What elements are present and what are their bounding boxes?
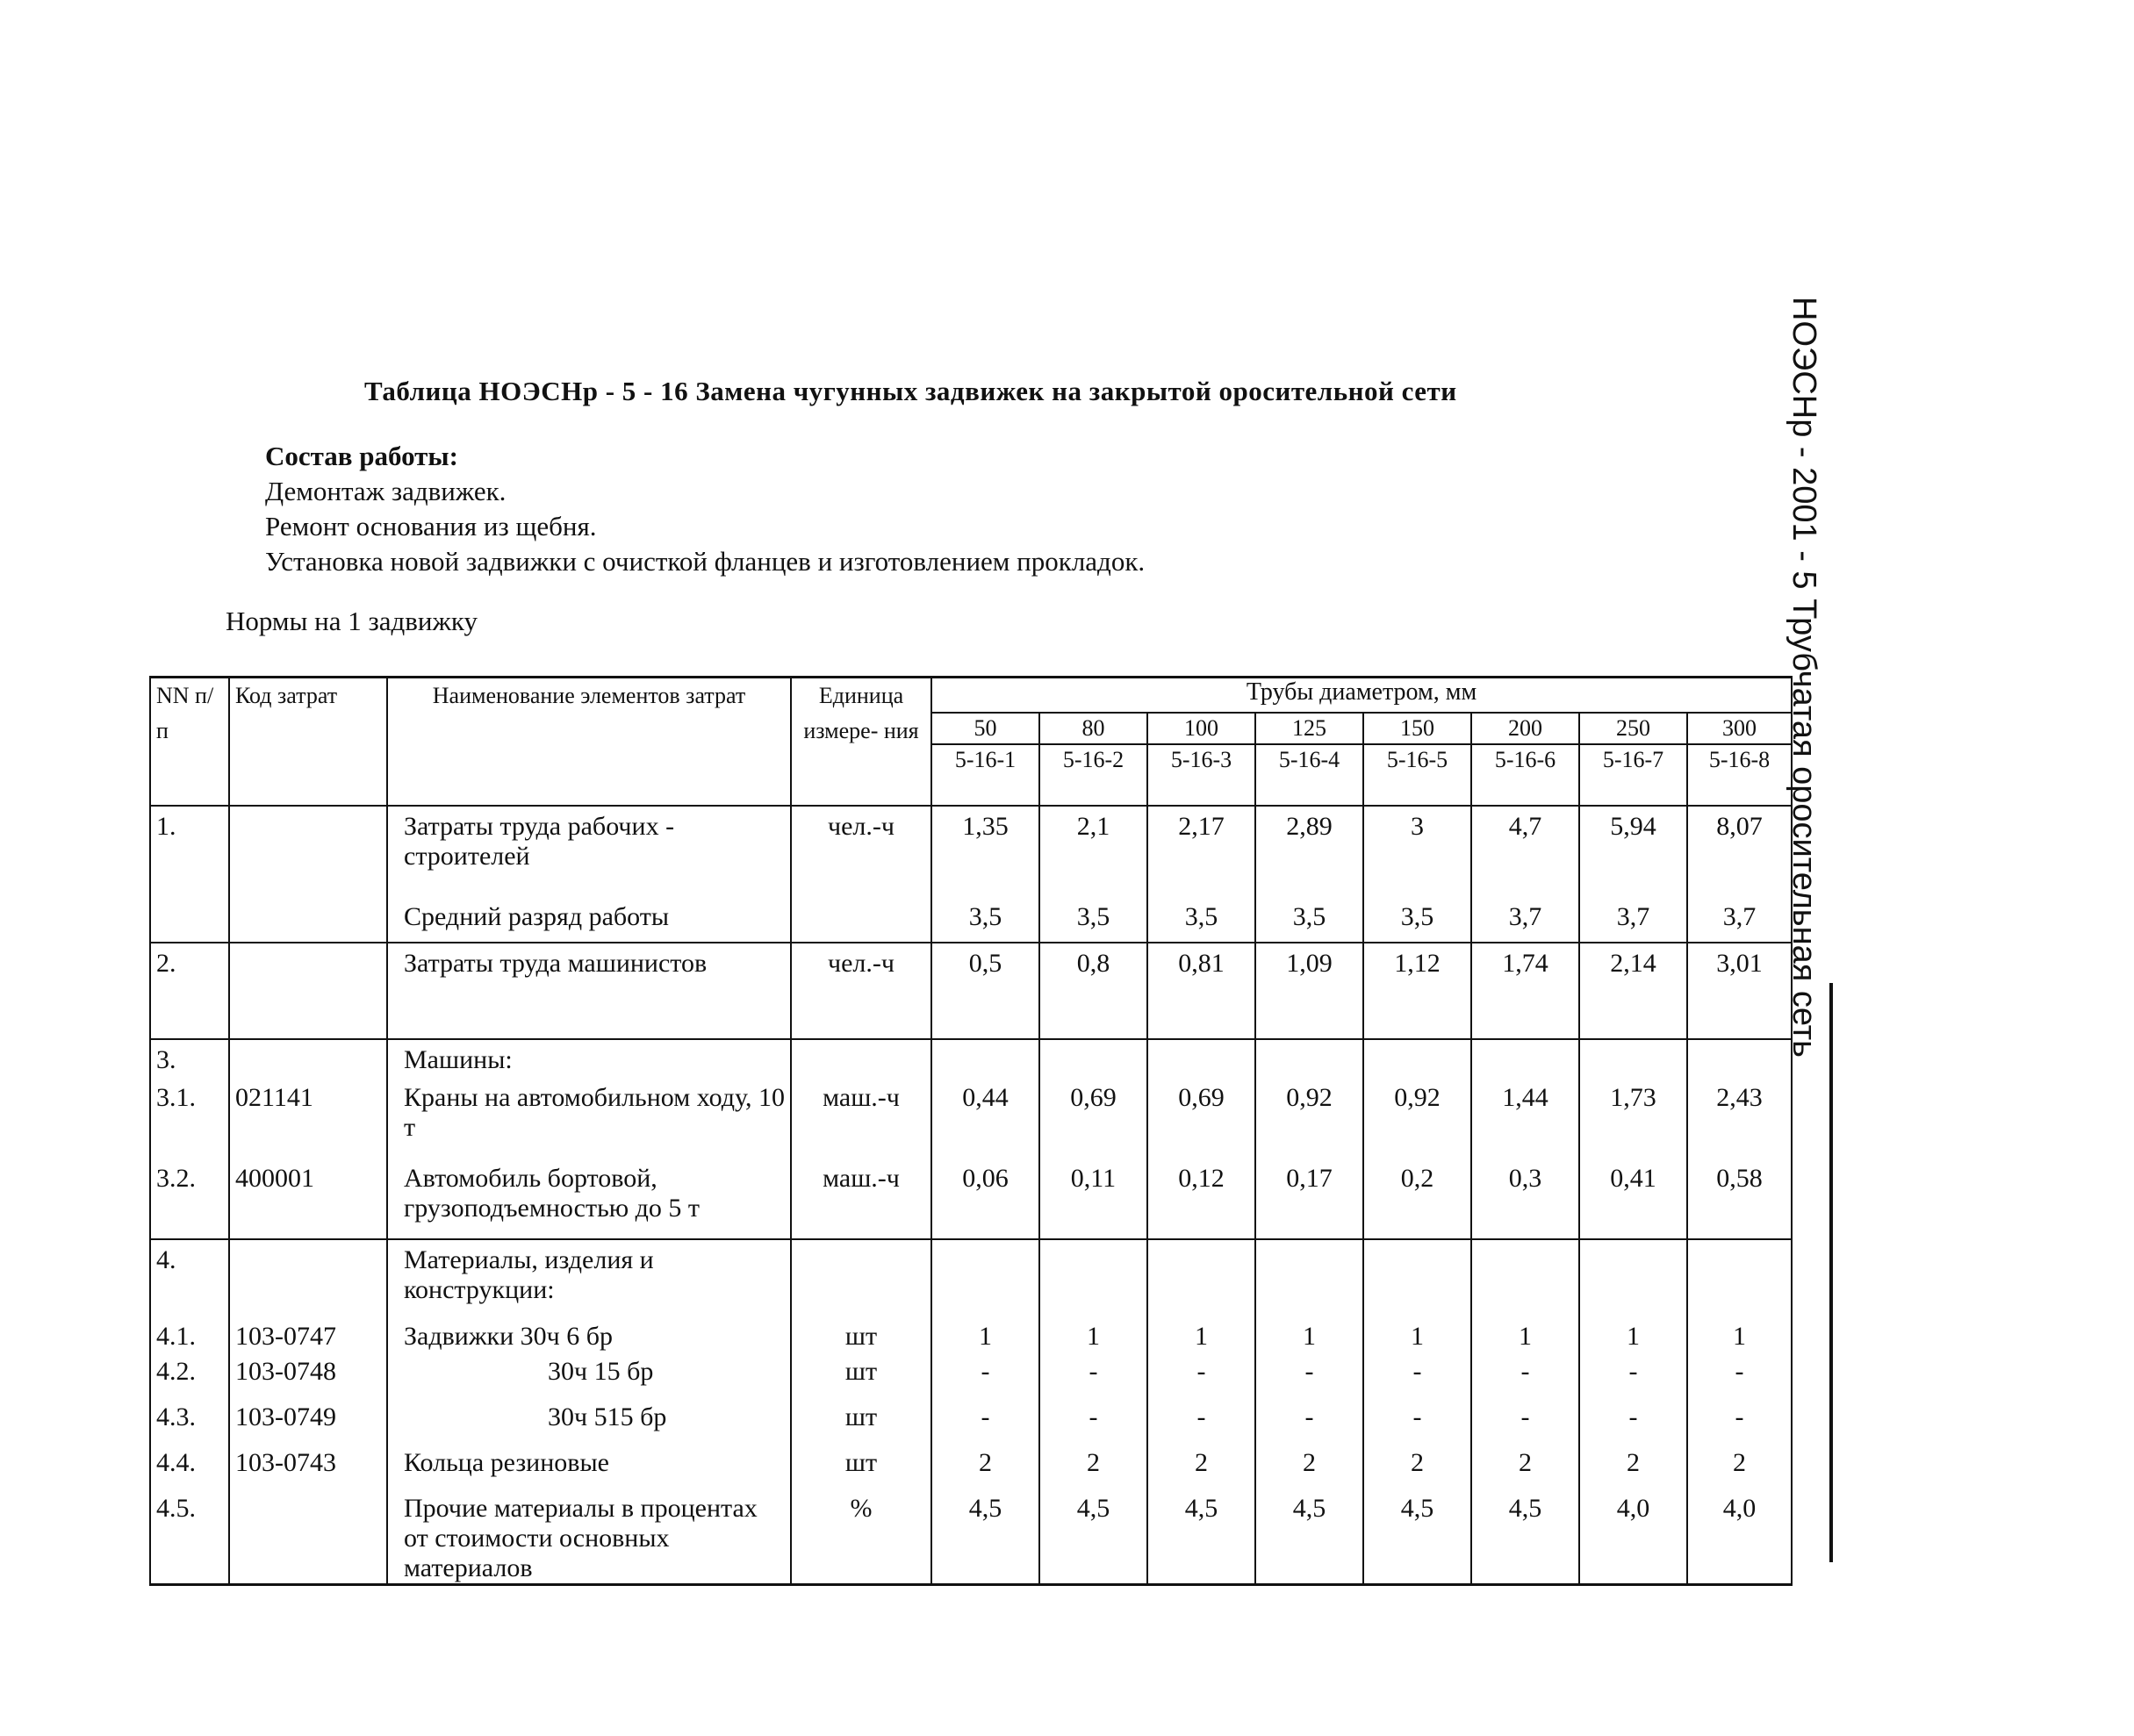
norm-value: 3,5 <box>1039 897 1147 943</box>
row-number: 3.1. <box>150 1078 229 1159</box>
norm-value: - <box>1147 1352 1255 1397</box>
row-number: 1. <box>150 806 229 897</box>
norm-value: 4,5 <box>1471 1489 1579 1585</box>
norm-value: 0,44 <box>931 1078 1039 1159</box>
row-number <box>150 897 229 943</box>
norm-value: 4,7 <box>1471 806 1579 897</box>
norm-value: - <box>1471 1352 1579 1397</box>
header-diameter-value: 50 <box>931 713 1039 744</box>
norm-value: 0,58 <box>1687 1159 1792 1239</box>
row-number: 3. <box>150 1039 229 1078</box>
cost-name: 30ч 15 бр <box>387 1352 791 1397</box>
norm-value: 1 <box>1147 1316 1255 1352</box>
norm-value: 4,5 <box>1039 1489 1147 1585</box>
norm-value: 4,5 <box>1147 1489 1255 1585</box>
norm-value: 2,14 <box>1579 943 1687 1039</box>
cost-code <box>229 897 387 943</box>
table-row <box>150 1039 1792 1078</box>
cost-code <box>229 943 387 1039</box>
norm-value: 0,41 <box>1579 1159 1687 1239</box>
table-row <box>150 1159 1792 1239</box>
norm-value: 3,7 <box>1579 897 1687 943</box>
norm-value <box>1147 1239 1255 1316</box>
table-row <box>150 1078 1792 1159</box>
norm-value: - <box>1255 1352 1363 1397</box>
composition-item: Ремонт основания из щебня. <box>265 511 597 542</box>
header-code: Код затрат <box>229 678 387 806</box>
row-number: 4.4. <box>150 1443 229 1489</box>
norm-value: - <box>1471 1397 1579 1443</box>
norm-value: 0,92 <box>1255 1078 1363 1159</box>
header-norm-code: 5-16-4 <box>1255 744 1363 806</box>
header-diameter-value: 100 <box>1147 713 1255 744</box>
norm-value: - <box>1687 1352 1792 1397</box>
norm-value <box>1363 1039 1471 1078</box>
row-number: 4.2. <box>150 1352 229 1397</box>
norm-value <box>1687 1239 1792 1316</box>
norm-value: - <box>1687 1397 1792 1443</box>
norm-value <box>1039 1239 1147 1316</box>
header-norm-code: 5-16-3 <box>1147 744 1255 806</box>
norm-value: 2 <box>1147 1443 1255 1489</box>
side-label: НОЭСНр - 2001 - 5 Трубчатая оросительная сеть <box>1786 297 1822 1058</box>
row-number: 4.1. <box>150 1316 229 1352</box>
header-diameter-value: 300 <box>1687 713 1792 744</box>
norm-value: 3,01 <box>1687 943 1792 1039</box>
norm-value <box>1579 1239 1687 1316</box>
norm-value: 1 <box>1255 1316 1363 1352</box>
unit-of-measure: шт <box>791 1316 931 1352</box>
norm-value: 1,74 <box>1471 943 1579 1039</box>
norm-value: 0,92 <box>1363 1078 1471 1159</box>
norms-label: Нормы на 1 задвижку <box>226 606 478 636</box>
cost-name: Прочие материалы в процентах от стоимости основных материалов <box>387 1489 791 1585</box>
norm-value: 5,94 <box>1579 806 1687 897</box>
header-diameter-value: 80 <box>1039 713 1147 744</box>
cost-name: Кольца резиновые <box>387 1443 791 1489</box>
unit-of-measure: % <box>791 1489 931 1585</box>
norm-value: 0,11 <box>1039 1159 1147 1239</box>
norm-value: - <box>1255 1397 1363 1443</box>
table-row <box>150 943 1792 1039</box>
norm-value: 4,0 <box>1579 1489 1687 1585</box>
norm-value <box>1471 1239 1579 1316</box>
norm-value: 0,3 <box>1471 1159 1579 1239</box>
side-rule <box>1829 983 1833 1562</box>
norm-value: 1 <box>1579 1316 1687 1352</box>
unit-of-measure: шт <box>791 1443 931 1489</box>
row-number: 3.2. <box>150 1159 229 1239</box>
norm-value: 2,17 <box>1147 806 1255 897</box>
norm-value: 0,69 <box>1039 1078 1147 1159</box>
composition-item: Демонтаж задвижек. <box>265 476 507 506</box>
cost-code <box>229 1489 387 1585</box>
cost-name: Машины: <box>387 1039 791 1078</box>
norm-value: 2 <box>1687 1443 1792 1489</box>
norm-value: 4,5 <box>1255 1489 1363 1585</box>
norm-value <box>1363 1239 1471 1316</box>
composition-heading: Состав работы: <box>265 441 458 471</box>
norm-value: 3,5 <box>931 897 1039 943</box>
cost-name: 30ч 515 бр <box>387 1397 791 1443</box>
norm-value: - <box>931 1397 1039 1443</box>
norm-value: 0,06 <box>931 1159 1039 1239</box>
unit-of-measure: шт <box>791 1352 931 1397</box>
norm-value: 2,43 <box>1687 1078 1792 1159</box>
header-norm-code: 5-16-8 <box>1687 744 1792 806</box>
norm-value: 4,5 <box>931 1489 1039 1585</box>
composition-item: Установка новой задвижки с очисткой фланцев и изготовлением прокладок. <box>265 546 1146 577</box>
table-title: Таблица НОЭСНр - 5 - 16 Замена чугунных задвижек на закрытой оросительной сети <box>364 376 1457 406</box>
unit-of-measure: чел.-ч <box>791 943 931 1039</box>
row-number: 4. <box>150 1239 229 1316</box>
norm-value: 1,09 <box>1255 943 1363 1039</box>
norm-value <box>931 1239 1039 1316</box>
table-row <box>150 1489 1792 1585</box>
norm-value: - <box>1579 1352 1687 1397</box>
norm-value: 3,7 <box>1687 897 1792 943</box>
table-row <box>150 1316 1792 1352</box>
cost-code <box>229 806 387 897</box>
norm-value: 8,07 <box>1687 806 1792 897</box>
cost-code: 103-0747 <box>229 1316 387 1352</box>
norm-value <box>1579 1039 1687 1078</box>
norm-value <box>1147 1039 1255 1078</box>
header-norm-code: 5-16-2 <box>1039 744 1147 806</box>
norm-value: - <box>1363 1397 1471 1443</box>
norm-value: 1 <box>1471 1316 1579 1352</box>
norm-value: 0,5 <box>931 943 1039 1039</box>
norm-value: 0,17 <box>1255 1159 1363 1239</box>
norm-value: 0,12 <box>1147 1159 1255 1239</box>
norm-value: 3,5 <box>1147 897 1255 943</box>
unit-of-measure: маш.-ч <box>791 1159 931 1239</box>
header-diameter-value: 125 <box>1255 713 1363 744</box>
norm-value: 1 <box>1039 1316 1147 1352</box>
table-row <box>150 806 1792 897</box>
cost-code: 103-0743 <box>229 1443 387 1489</box>
header-norm-code: 5-16-5 <box>1363 744 1471 806</box>
unit-of-measure: маш.-ч <box>791 1078 931 1159</box>
norm-value: 1,35 <box>931 806 1039 897</box>
cost-code: 021141 <box>229 1078 387 1159</box>
table-row <box>150 1443 1792 1489</box>
norm-value: 3 <box>1363 806 1471 897</box>
header-norm-code: 5-16-1 <box>931 744 1039 806</box>
norm-value: - <box>1039 1397 1147 1443</box>
norm-value <box>1255 1039 1363 1078</box>
row-number: 2. <box>150 943 229 1039</box>
norm-value: 3,5 <box>1255 897 1363 943</box>
norm-value: - <box>1363 1352 1471 1397</box>
cost-code: 103-0748 <box>229 1352 387 1397</box>
norm-value: 2 <box>1255 1443 1363 1489</box>
header-diameter-value: 250 <box>1579 713 1687 744</box>
norm-value <box>1687 1039 1792 1078</box>
row-number: 4.5. <box>150 1489 229 1585</box>
norm-value: 2 <box>931 1443 1039 1489</box>
norm-value: 2 <box>1039 1443 1147 1489</box>
norm-value: 2 <box>1471 1443 1579 1489</box>
norm-value <box>1039 1039 1147 1078</box>
header-norm-code: 5-16-6 <box>1471 744 1579 806</box>
cost-name: Задвижки 30ч 6 бр <box>387 1316 791 1352</box>
table-row <box>150 1397 1792 1443</box>
unit-of-measure: шт <box>791 1397 931 1443</box>
unit-of-measure <box>791 897 931 943</box>
table-row <box>150 1352 1792 1397</box>
norm-value: 1,12 <box>1363 943 1471 1039</box>
unit-of-measure <box>791 1039 931 1078</box>
norm-value: - <box>1579 1397 1687 1443</box>
norm-value <box>1471 1039 1579 1078</box>
norm-value: 0,81 <box>1147 943 1255 1039</box>
norm-value: 0,8 <box>1039 943 1147 1039</box>
norm-value: 4,5 <box>1363 1489 1471 1585</box>
norm-value: 0,2 <box>1363 1159 1471 1239</box>
header-diameter-value: 150 <box>1363 713 1471 744</box>
norm-value: 2 <box>1579 1443 1687 1489</box>
cost-code: 400001 <box>229 1159 387 1239</box>
unit-of-measure <box>791 1239 931 1316</box>
cost-name: Затраты труда машинистов <box>387 943 791 1039</box>
header-unit: Единица измере- ния <box>791 678 931 806</box>
cost-name: Затраты труда рабочих - строителей <box>387 806 791 897</box>
header-nn: NN п/п <box>150 678 229 806</box>
cost-code <box>229 1039 387 1078</box>
norm-value: - <box>931 1352 1039 1397</box>
header-diameter-value: 200 <box>1471 713 1579 744</box>
norm-value: 1 <box>1687 1316 1792 1352</box>
norm-value: 2,89 <box>1255 806 1363 897</box>
row-number: 4.3. <box>150 1397 229 1443</box>
norm-value: 2,1 <box>1039 806 1147 897</box>
cost-code <box>229 1239 387 1316</box>
norm-value: 3,7 <box>1471 897 1579 943</box>
cost-name: Автомобиль бортовой, грузоподъемностью до 5 т <box>387 1159 791 1239</box>
norm-value: 1 <box>931 1316 1039 1352</box>
cost-name: Материалы, изделия и конструкции: <box>387 1239 791 1316</box>
norm-value: - <box>1039 1352 1147 1397</box>
unit-of-measure: чел.-ч <box>791 806 931 897</box>
norm-value <box>931 1039 1039 1078</box>
norm-value: 0,69 <box>1147 1078 1255 1159</box>
norm-value: 2 <box>1363 1443 1471 1489</box>
norms-table <box>149 676 1793 1586</box>
header-diameter: Трубы диаметром, мм <box>931 678 1792 713</box>
cost-code: 103-0749 <box>229 1397 387 1443</box>
table-row <box>150 897 1792 943</box>
norm-value: 3,5 <box>1363 897 1471 943</box>
norm-value <box>1255 1239 1363 1316</box>
norm-value: 4,0 <box>1687 1489 1792 1585</box>
header-name: Наименование элементов затрат <box>387 678 791 806</box>
cost-name: Средний разряд работы <box>387 897 791 943</box>
norm-value: - <box>1147 1397 1255 1443</box>
table-row <box>150 1239 1792 1316</box>
norm-value: 1 <box>1363 1316 1471 1352</box>
header-norm-code: 5-16-7 <box>1579 744 1687 806</box>
norm-value: 1,73 <box>1579 1078 1687 1159</box>
cost-name: Краны на автомобильном ходу, 10 т <box>387 1078 791 1159</box>
work-composition <box>265 439 1145 579</box>
norm-value: 1,44 <box>1471 1078 1579 1159</box>
